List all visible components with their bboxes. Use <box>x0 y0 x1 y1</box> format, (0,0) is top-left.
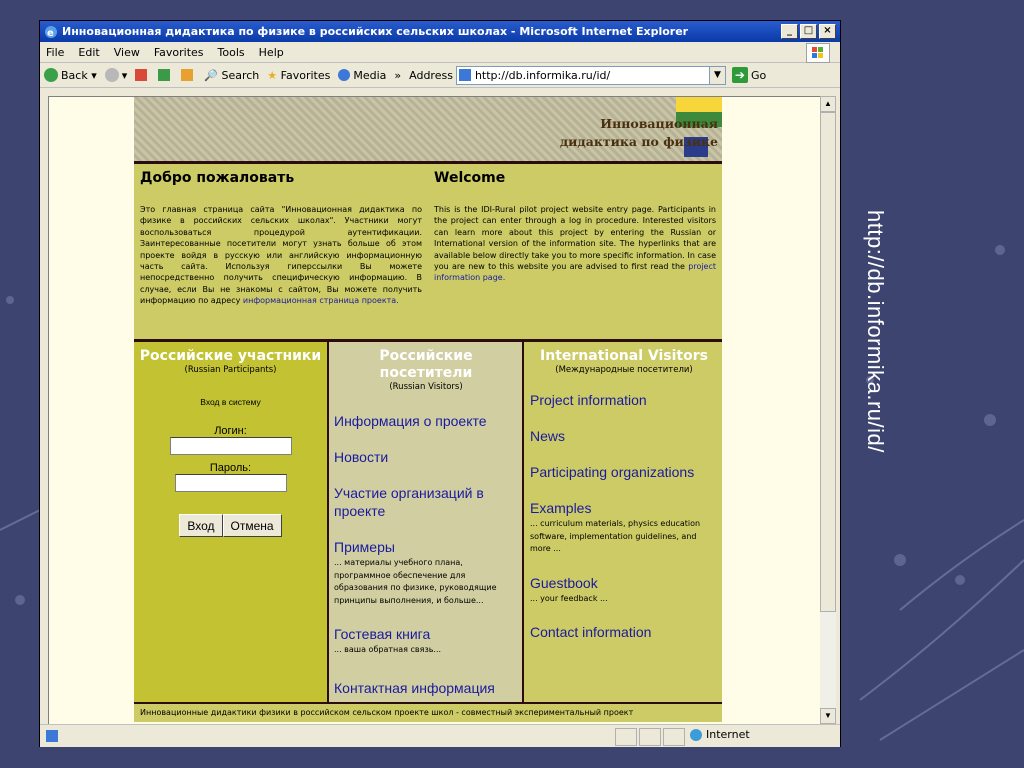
maximize-button[interactable]: □ <box>800 24 817 39</box>
page-viewport <box>48 96 822 726</box>
ru-project-info-link[interactable]: информационная страница проекта. <box>242 296 399 306</box>
scroll-up-icon[interactable]: ▲ <box>820 96 836 112</box>
participants-column <box>134 342 329 702</box>
toolbar-more-chevron[interactable]: » <box>394 68 402 82</box>
media-button[interactable]: Media <box>338 69 386 82</box>
password-label: Пароль: <box>209 461 252 474</box>
login-label: Логин: <box>214 425 247 437</box>
scroll-down-icon[interactable]: ▼ <box>820 708 836 724</box>
menu-file[interactable]: File <box>46 45 65 59</box>
ie-icon <box>44 25 58 39</box>
en-project-info-link[interactable]: project information page. <box>434 262 717 283</box>
stop-icon <box>135 69 147 81</box>
en-link-project-info[interactable]: Project information <box>530 392 647 408</box>
site-banner <box>134 97 722 164</box>
ru-link-examples[interactable]: Примеры <box>334 539 395 555</box>
en-guestbook-desc: ... your feedback ... <box>530 593 608 603</box>
menu-edit[interactable]: Edit <box>78 45 100 59</box>
ru-link-news[interactable]: Новости <box>334 449 389 465</box>
window-title: Инновационная дидактика по физике в российских сельских школах - Microsoft Internet Explorer <box>62 25 689 38</box>
russian-visitors-title: Российские посетители <box>379 348 473 381</box>
scroll-thumb[interactable] <box>820 112 836 612</box>
welcome-ru-title: Добро пожаловать <box>140 170 295 186</box>
menu-tools[interactable]: Tools <box>217 45 245 59</box>
address-dropdown-icon[interactable]: ▼ <box>709 67 725 84</box>
refresh-button[interactable] <box>158 69 173 81</box>
en-link-examples[interactable]: Examples <box>530 500 592 516</box>
svg-text:e: e <box>47 27 54 39</box>
star-icon: ★ <box>267 68 278 82</box>
russian-visitors-subtitle: (Russian Visitors) <box>389 382 463 392</box>
menu-view[interactable]: View <box>113 45 140 59</box>
back-arrow-icon <box>44 68 58 82</box>
home-button[interactable] <box>181 69 196 81</box>
welcome-en-text: This is the IDI-Rural pilot project website entry page. Participants in the project can enter through a log in procedure. Interested visitors can learn more about this project by entering the Russian or International version of the information site. The hyperlinks that are available below directly take you to more specific information. In case you are new to this website you are advised to first read the <box>434 205 716 272</box>
home-icon <box>181 69 193 81</box>
status-cell <box>615 728 637 746</box>
en-link-guestbook[interactable]: Guestbook <box>530 574 598 591</box>
international-title: International Visitors <box>540 348 708 364</box>
zone-label: Internet <box>706 728 750 741</box>
international-column <box>524 342 722 702</box>
ru-link-project-info[interactable]: Информация о проекте <box>334 413 487 429</box>
security-zone <box>690 728 750 741</box>
participants-title: Российские участники <box>139 348 322 364</box>
menu-bar <box>40 42 840 63</box>
go-arrow-icon: ➔ <box>732 67 748 83</box>
side-url-text: http://db.informika.ru/id/ <box>863 210 888 453</box>
minimize-button[interactable]: _ <box>781 24 798 39</box>
sections-row <box>134 342 722 704</box>
forward-arrow-icon <box>105 68 119 82</box>
address-input[interactable] <box>456 66 726 85</box>
favorites-button[interactable]: ★ Favorites <box>267 68 331 82</box>
russian-visitors-column <box>329 342 524 702</box>
forward-button[interactable]: ▾ <box>105 68 128 82</box>
ru-examples-desc: ... материалы учебного плана, программное обеспечение для образования по физике, руководящие принципы выполнения, и больше... <box>334 558 497 605</box>
login-input[interactable] <box>170 437 292 455</box>
en-link-contacts[interactable]: Contact information <box>530 624 652 640</box>
banner-title-line1: Инновационная <box>600 116 718 131</box>
menu-favorites[interactable]: Favorites <box>153 45 204 59</box>
go-button[interactable]: ➔ Go <box>732 67 766 83</box>
welcome-en-title: Welcome <box>434 170 506 186</box>
ru-link-guestbook[interactable]: Гостевая книга <box>334 626 431 642</box>
status-bar <box>40 724 840 747</box>
ru-link-contacts[interactable]: Контактная информация <box>334 679 495 696</box>
login-caption: Вход в систему <box>200 397 261 407</box>
close-button[interactable]: × <box>819 24 836 39</box>
windows-logo-icon <box>806 43 830 63</box>
status-cell <box>639 728 661 746</box>
globe-icon <box>690 729 702 741</box>
banner-title-line2: дидактика по физике <box>559 134 718 149</box>
refresh-icon <box>158 69 170 81</box>
status-cell <box>663 728 685 746</box>
search-icon: 🔎 <box>204 68 218 82</box>
password-input[interactable] <box>175 474 287 492</box>
ru-guestbook-desc: ... ваша обратная связь... <box>334 645 442 654</box>
toolbar <box>40 63 840 88</box>
page-icon <box>459 69 471 81</box>
login-button[interactable]: Вход <box>179 514 222 537</box>
title-bar <box>40 21 840 42</box>
media-icon <box>338 69 350 81</box>
status-page-icon <box>46 730 58 742</box>
address-value: http://db.informika.ru/id/ <box>474 68 611 82</box>
en-link-news[interactable]: News <box>530 428 566 444</box>
stop-button[interactable] <box>135 69 150 81</box>
browser-window <box>40 21 840 746</box>
welcome-section <box>134 164 722 342</box>
search-button[interactable]: 🔎 Search <box>204 68 260 82</box>
participants-subtitle: (Russian Participants) <box>184 365 277 375</box>
web-page <box>134 97 722 722</box>
page-footer: Инновационные дидактики физики в российском сельском проекте школ - совместный экспериментальный проект <box>134 704 722 722</box>
vertical-scrollbar[interactable] <box>820 96 836 724</box>
menu-help[interactable]: Help <box>258 45 284 59</box>
address-label: Address <box>409 68 453 82</box>
cancel-button[interactable]: Отмена <box>223 514 282 537</box>
back-button[interactable]: Back ▾ <box>44 68 97 82</box>
en-link-organizations[interactable]: Participating organizations <box>530 464 695 480</box>
international-subtitle: (Международные посетители) <box>555 365 693 375</box>
en-examples-desc: ... curriculum materials, physics education software, implementation guidelines, and more ... <box>530 519 701 553</box>
welcome-ru-text: Это главная страница сайта "Инновационная дидактика по физике в российских сельских школах". Участники могут воспользоваться процедурой аутентификации. Заинтересованные посетители могут узнать больше об этом проекте войдя в русскую или английскую информационную часть сайта. Используя гиперссылки Вы можете непосредственно получить специфическую информацию. В случае, если Вы не знакомы с сайтом, Вы можете получить информацию по адресу <box>140 205 422 306</box>
ru-link-organizations[interactable]: Участие организаций в проекте <box>334 485 484 519</box>
